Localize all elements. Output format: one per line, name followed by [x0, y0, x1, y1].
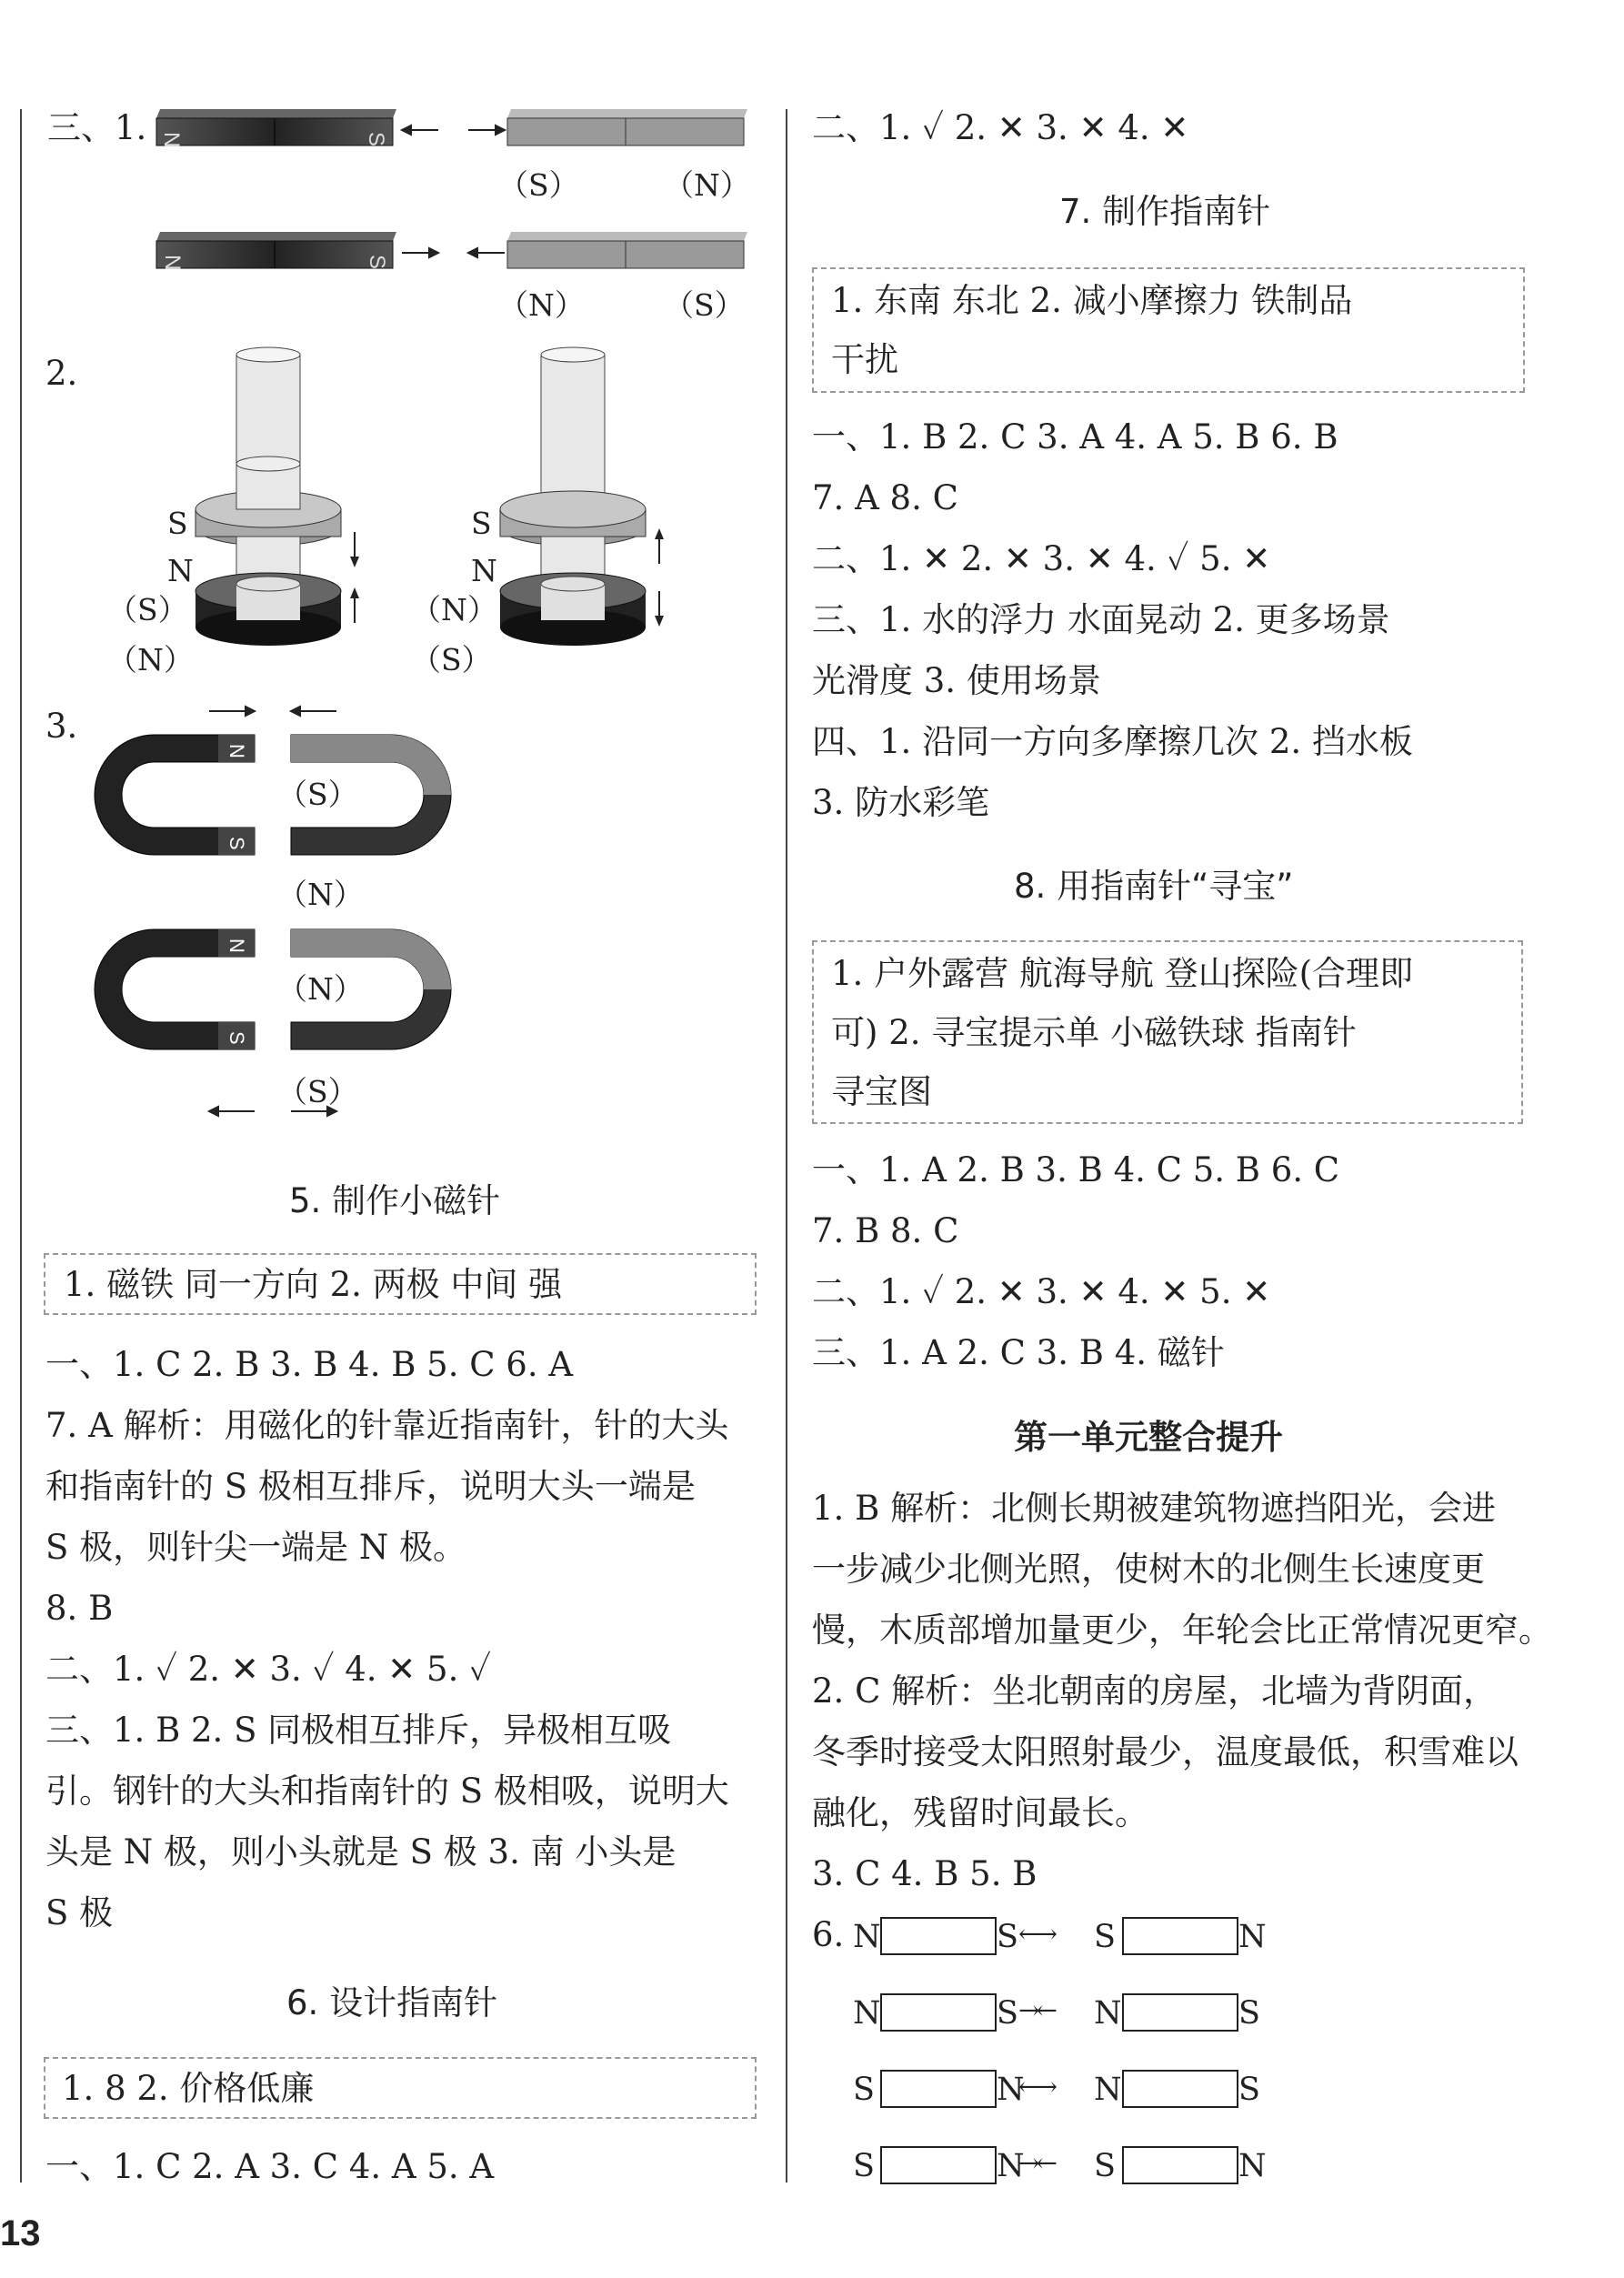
- sec5-l3: 和指南针的 S 极相互排斥，说明大头一端是: [45, 1467, 696, 1506]
- q2-left-l2: （N）: [107, 642, 194, 677]
- q6-arrows: →←: [1018, 1995, 1054, 2025]
- arrows-top: [209, 707, 336, 716]
- q2-left-N: N: [167, 553, 194, 588]
- s3-pair1-right: （N）: [664, 167, 750, 203]
- sec8-title: 8. 用指南针“寻宝”: [1014, 867, 1294, 906]
- s3-pair2-right: （S）: [664, 287, 745, 323]
- svg-text:S: S: [364, 132, 388, 147]
- sec8-l4: 三、1. A 2. C 3. B 4. 磁针: [812, 1333, 1225, 1372]
- q6-pole-label: S: [1238, 1995, 1260, 2032]
- sec6-box-text: 1. 8 2. 价格低廉: [62, 2069, 315, 2108]
- q6-pole-label: S: [997, 1995, 1018, 2032]
- sec9-l6: 融化，残留时间最长。: [812, 1793, 1148, 1832]
- sec9-l2: 一步减少北侧光照，使树木的北侧生长速度更: [812, 1550, 1485, 1589]
- arrow-pair-1: [402, 125, 505, 135]
- ring-stack-left: [195, 347, 359, 646]
- s3-pair1-left: （S）: [498, 167, 579, 203]
- q6-pole-label: N: [997, 2072, 1025, 2108]
- q6-pole-label: S: [1238, 2072, 1260, 2108]
- svg-text:N: N: [159, 132, 184, 148]
- q6-pole-label: N: [853, 1919, 881, 1955]
- q6-magnet-box: [880, 2146, 997, 2184]
- sec5-l6: 二、1. ✓ 2. ✕ 3. ✓ 4. ✕ 5. ✓: [45, 1650, 491, 1689]
- sec7-l5: 光滑度 3. 使用场景: [812, 661, 1101, 700]
- q6-row: [853, 1915, 1271, 1955]
- sec8-l3: 二、1. ✓ 2. ✕ 3. ✕ 4. ✕ 5. ✕: [812, 1272, 1271, 1311]
- sec7-title: 7. 制作指南针: [1059, 192, 1271, 231]
- sec7-l3: 二、1. ✕ 2. ✕ 3. ✕ 4. ✓ 5. ✕: [812, 539, 1271, 578]
- q6-magnet-box: [1122, 2070, 1238, 2108]
- s3-pair2-left: （N）: [498, 287, 585, 323]
- sec7-box2: 干扰: [831, 340, 898, 379]
- q6-pole-label: S: [1094, 2148, 1116, 2184]
- bar-iron-1: [507, 109, 747, 146]
- column-divider: [786, 109, 787, 2183]
- sec9-title: 第一单元整合提升: [1014, 1417, 1283, 1457]
- q3-top-center: （S）: [277, 777, 358, 812]
- sec9-l1: 1. B 解析：北侧长期被建筑物遮挡阳光，会进: [812, 1489, 1497, 1528]
- q6-arrows: ←→: [1018, 1919, 1054, 1949]
- svg-text:N: N: [226, 744, 248, 758]
- q6-pole-label: S: [997, 1919, 1018, 1955]
- sec8-l2: 7. B 8. C: [812, 1211, 959, 1250]
- q6-magnet-box: [1122, 1917, 1238, 1955]
- q6-pole-label: N: [1094, 1995, 1122, 2032]
- q2-right-S: S: [471, 506, 492, 541]
- svg-text:S: S: [226, 1031, 248, 1045]
- q6-pole-label: N: [1094, 2072, 1122, 2108]
- q6-pole-label: S: [853, 2072, 875, 2108]
- sec8-box1: 1. 户外露营 航海导航 登山探险(合理即: [831, 954, 1414, 993]
- sec5-title: 5. 制作小磁针: [289, 1181, 501, 1220]
- bar-iron-2: [507, 232, 747, 268]
- sec5-l7: 三、1. B 2. S 同极相互排斥，异极相互吸: [45, 1711, 672, 1750]
- sec9-l5: 冬季时接受太阳照射最少，温度最低，积雪难以: [812, 1732, 1519, 1771]
- q6-arrows: →←: [1018, 2148, 1054, 2178]
- q6-pole-label: N: [853, 1995, 881, 2032]
- sec8-box3: 寻宝图: [831, 1072, 932, 1111]
- sec5-l10: S 极: [45, 1893, 114, 1932]
- sec5-l5: 8. B: [45, 1589, 114, 1628]
- sec5-l8: 引。钢针的大头和指南针的 S 极相吸，说明大: [45, 1771, 729, 1811]
- q3-label: 3.: [45, 707, 78, 746]
- page-number: 13: [0, 2213, 41, 2253]
- sec7-l6: 四、1. 沿同一方向多摩擦几次 2. 挡水板: [812, 722, 1413, 761]
- sec9-l7: 3. C 4. B 5. B: [812, 1854, 1038, 1893]
- sec5-l4: S 极，则针尖一端是 N 极。: [45, 1528, 467, 1567]
- arrow-pair-2: [402, 248, 505, 257]
- sec6-title: 6. 设计指南针: [286, 1983, 498, 2022]
- q2-left-l1: （S）: [107, 592, 188, 627]
- sec7-box1: 1. 东南 东北 2. 减小摩擦力 铁制品: [831, 281, 1353, 320]
- q6-pole-label: S: [853, 2148, 875, 2184]
- q6-magnet-box: [880, 1917, 997, 1955]
- q3-top-below: （N）: [277, 877, 364, 912]
- q3-bot-below: （S）: [277, 1074, 358, 1109]
- r-top: 二、1. ✓ 2. ✕ 3. ✕ 4. ✕: [812, 108, 1189, 147]
- svg-text:S: S: [365, 255, 389, 270]
- left-margin-rule: [20, 109, 22, 2183]
- sec7-l7: 3. 防水彩笔: [812, 783, 990, 822]
- q3-bot-center: （N）: [277, 971, 364, 1007]
- sec6-l1: 一、1. C 2. A 3. C 4. A 5. A: [45, 2147, 495, 2186]
- s3-label: 三、1.: [47, 108, 147, 147]
- q6-row: [853, 2144, 1271, 2184]
- sec9-l3: 慢，木质部增加量更少，年轮会比正常情况更窄。: [812, 1611, 1552, 1650]
- q6-magnet-box: [1122, 1993, 1238, 2032]
- q6-arrows: ←→: [1018, 2072, 1054, 2102]
- q6-pole-label: S: [1094, 1919, 1116, 1955]
- q6-row: [853, 1992, 1271, 2032]
- sec8-l1: 一、1. A 2. B 3. B 4. C 5. B 6. C: [812, 1150, 1340, 1189]
- sec9-q6-label: 6.: [812, 1915, 845, 1954]
- q6-magnet-box: [1122, 2146, 1238, 2184]
- q6-magnet-box: [880, 1993, 997, 2032]
- bar-magnet-1: [156, 109, 396, 147]
- sec5-l2: 7. A 解析：用磁化的针靠近指南针，针的大头: [45, 1406, 729, 1445]
- q2-label: 2.: [45, 354, 78, 393]
- sec5-box-text: 1. 磁铁 同一方向 2. 两极 中间 强: [64, 1265, 563, 1304]
- q2-right-N: N: [471, 553, 497, 588]
- sec7-l4: 三、1. 水的浮力 水面晃动 2. 更多场景: [812, 600, 1390, 639]
- q6-pole-label: N: [997, 2148, 1025, 2184]
- q2-right-l2: （S）: [411, 642, 492, 677]
- sec7-l2: 7. A 8. C: [812, 478, 958, 517]
- q6-magnet-box: [880, 2070, 997, 2108]
- svg-text:N: N: [226, 938, 248, 953]
- q6-pole-label: N: [1238, 2148, 1267, 2184]
- bar-magnet-2: [156, 232, 396, 270]
- q2-right-l1: （N）: [411, 592, 497, 627]
- ring-stack-right: [500, 347, 664, 646]
- sec7-l1: 一、1. B 2. C 3. A 4. A 5. B 6. B: [812, 417, 1338, 457]
- q6-row: [853, 2068, 1271, 2108]
- svg-text:N: N: [160, 255, 185, 271]
- sec5-l1: 一、1. C 2. B 3. B 4. B 5. C 6. A: [45, 1345, 574, 1384]
- sec8-box2: 可) 2. 寻宝提示单 小磁铁球 指南针: [831, 1013, 1357, 1052]
- sec9-l4: 2. C 解析：坐北朝南的房屋，北墙为背阴面，: [812, 1671, 1498, 1711]
- sec5-l9: 头是 N 极，则小头就是 S 极 3. 南 小头是: [45, 1832, 677, 1872]
- q6-pole-label: N: [1238, 1919, 1267, 1955]
- q2-left-S: S: [167, 506, 188, 541]
- svg-text:S: S: [226, 837, 248, 850]
